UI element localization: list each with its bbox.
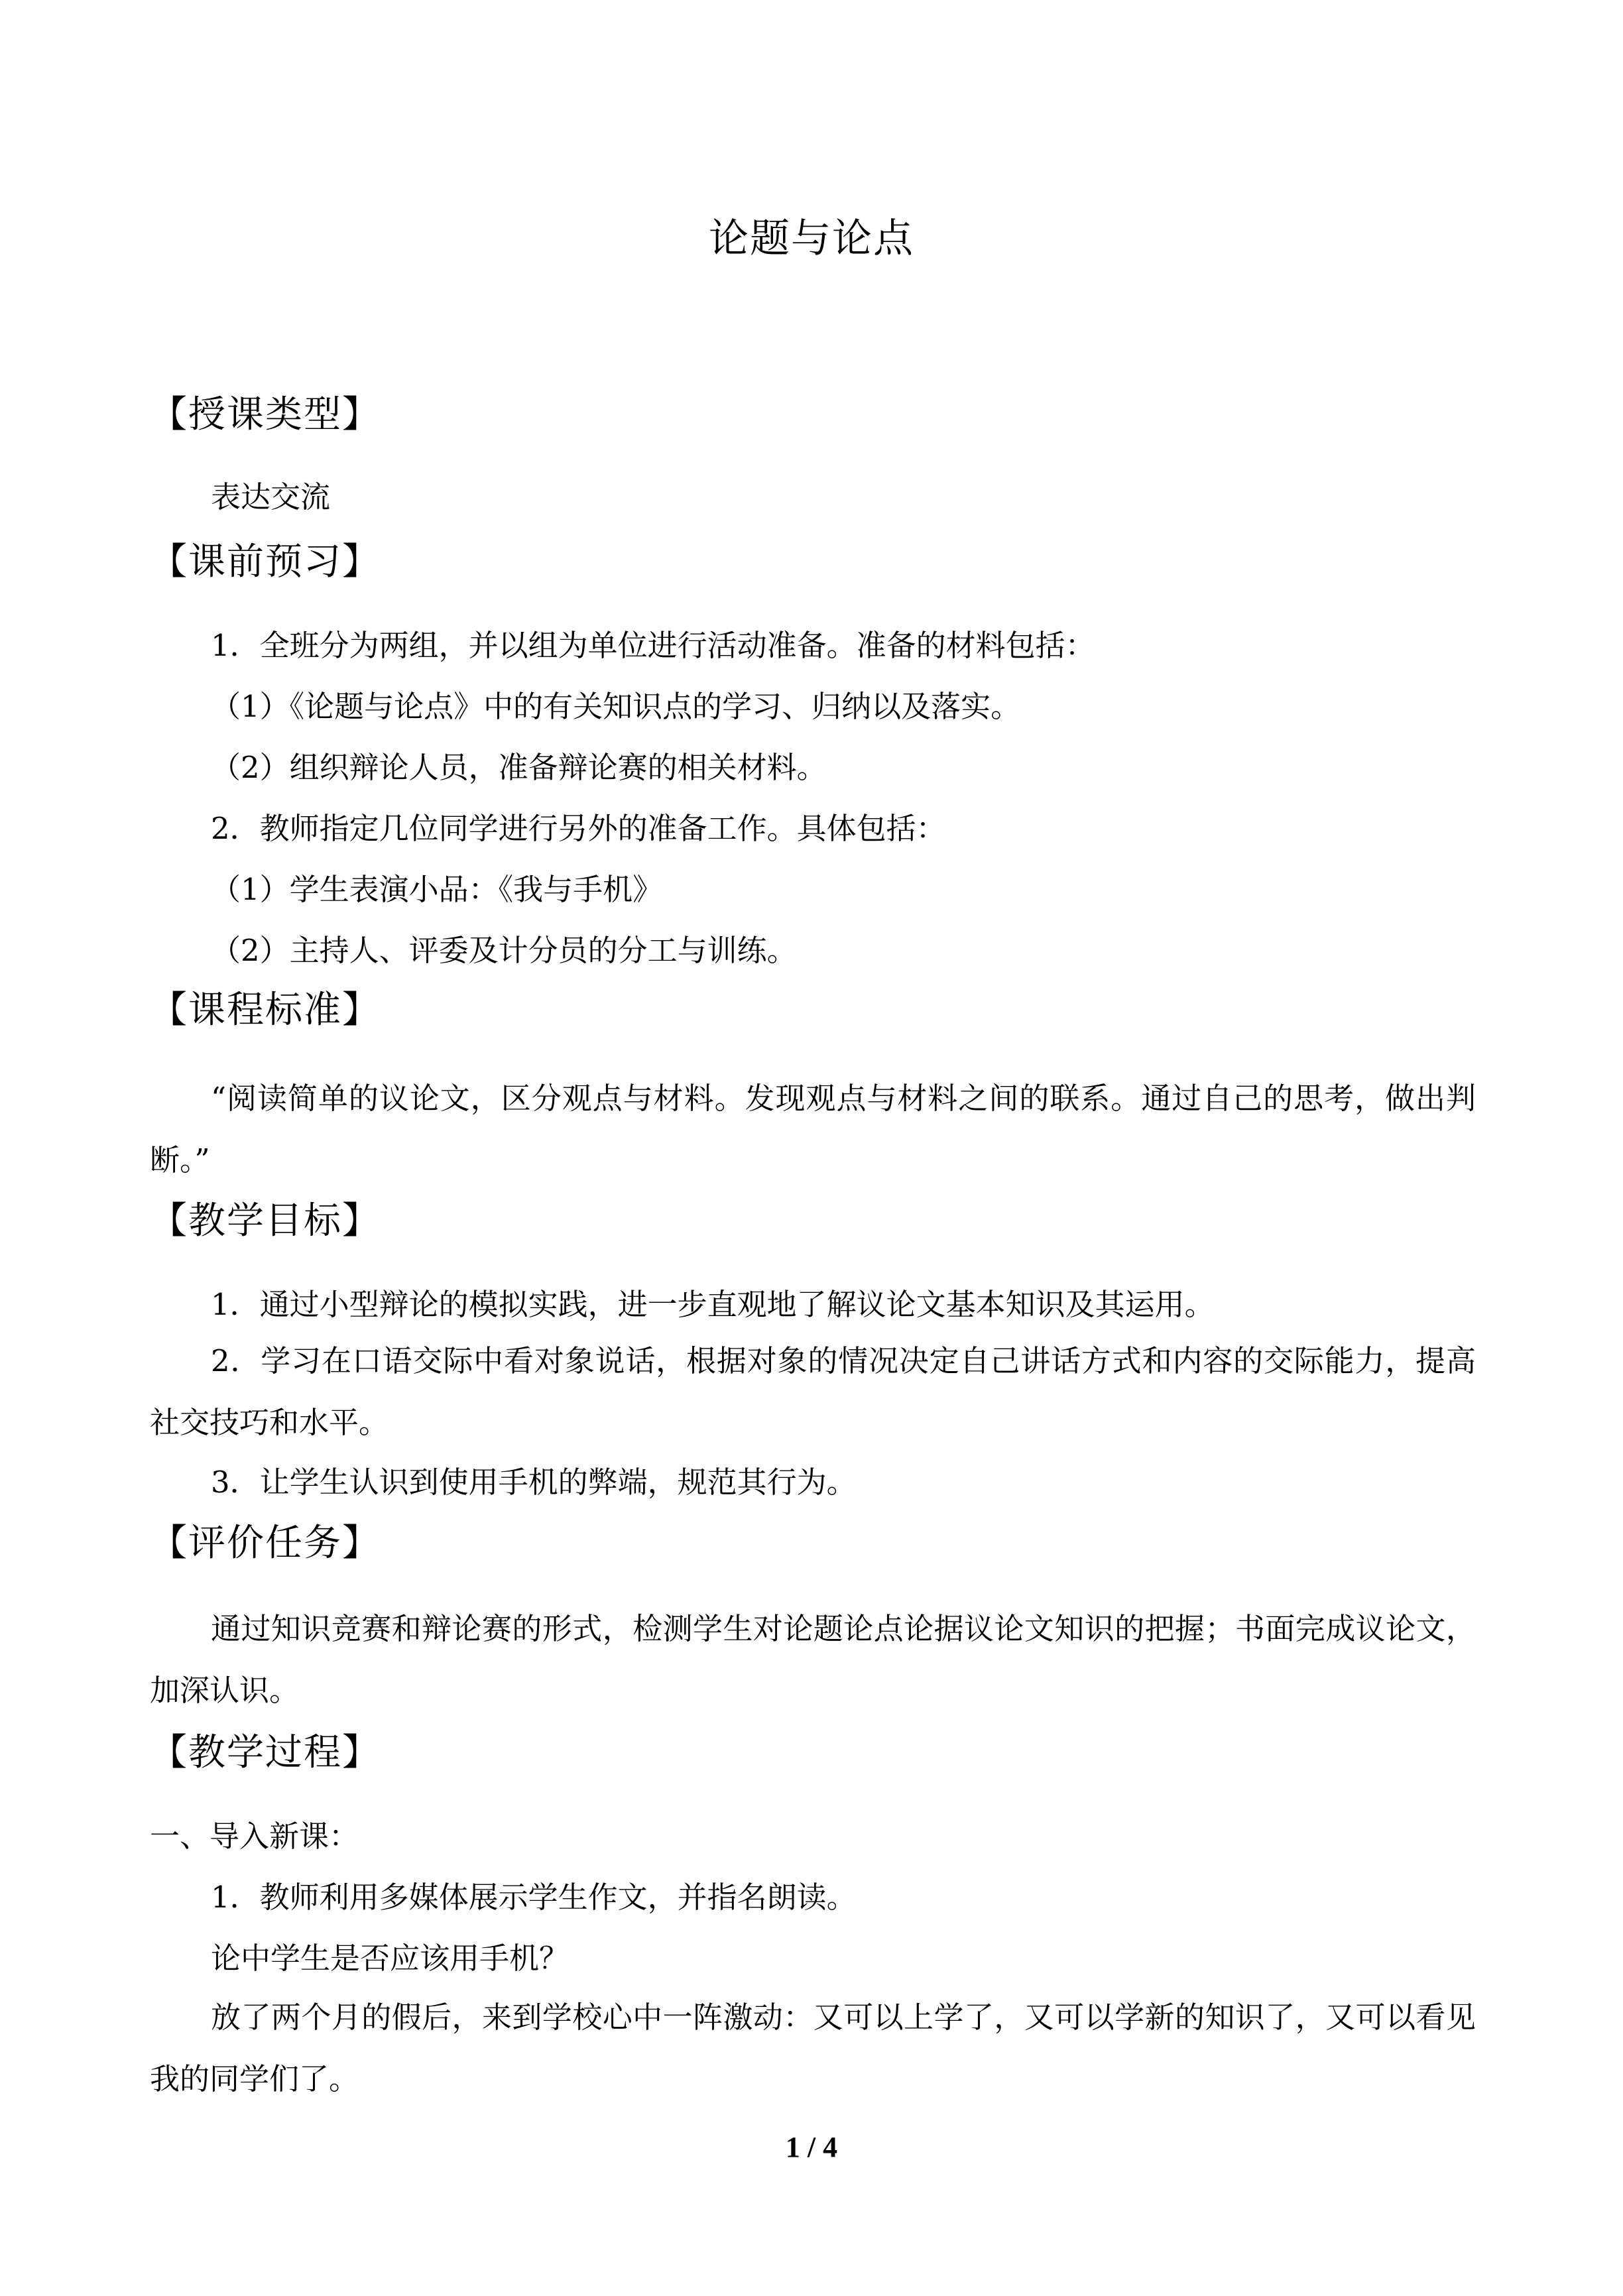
standard-text: “阅读简单的议论文，区分观点与材料。发现观点与材料之间的联系。通过自己的思考，做出判断。” bbox=[150, 1081, 1476, 1178]
preview-item-2-2: （2）主持人、评委及计分员的分工与训练。 bbox=[211, 933, 797, 968]
heading-lesson-type: 【授课类型】 bbox=[150, 393, 381, 436]
lesson-type-text: 表达交流 bbox=[211, 479, 331, 514]
essay-title: 论中学生是否应该用手机？ bbox=[211, 1941, 570, 1976]
preview-item-2-1: （1）学生表演小品：《我与手机》 bbox=[211, 872, 663, 907]
essay-paragraph: 放了两个月的假后，来到学校心中一阵激动：又可以上学了，又可以学新的知识了，又可以看见我的同学们了。 bbox=[150, 2000, 1476, 2096]
heading-process: 【教学过程】 bbox=[150, 1731, 381, 1774]
evaluation-text: 通过知识竞赛和辩论赛的形式，检测学生对论题论点论据议论文知识的把握；书面完成议论文，加深认识。 bbox=[150, 1611, 1476, 1708]
preview-item-1-1: （1）《论题与论点》中的有关知识点的学习、归纳以及落实。 bbox=[211, 689, 1021, 724]
process-step-1: 一、导入新课： bbox=[150, 1819, 359, 1854]
goal-2: 2．学习在口语交际中看对象说话，根据对象的情况决定自己讲话方式和内容的交际能力，提高社交技巧和水平。 bbox=[150, 1343, 1476, 1440]
goal-1: 1．通过小型辩论的模拟实践，进一步直观地了解议论文基本知识及其运用。 bbox=[211, 1287, 1215, 1322]
preview-item-1: 1．全班分为两组，并以组为单位进行活动准备。准备的材料包括： bbox=[211, 628, 1095, 663]
process-item-1: 1．教师利用多媒体展示学生作文，并指名朗读。 bbox=[211, 1880, 857, 1915]
goal-3: 3．让学生认识到使用手机的弊端，规范其行为。 bbox=[211, 1465, 857, 1500]
document-title: 论题与论点 bbox=[709, 215, 914, 262]
heading-preview: 【课前预习】 bbox=[150, 540, 381, 583]
preview-item-1-2: （2）组织辩论人员，准备辩论赛的相关材料。 bbox=[211, 750, 827, 785]
preview-item-2: 2．教师指定几位同学进行另外的准备工作。具体包括： bbox=[211, 811, 946, 846]
page-number: 1 / 4 bbox=[785, 2131, 838, 2163]
heading-goals: 【教学目标】 bbox=[150, 1199, 381, 1242]
heading-standard: 【课程标准】 bbox=[150, 989, 381, 1032]
heading-evaluation: 【评价任务】 bbox=[150, 1522, 381, 1565]
